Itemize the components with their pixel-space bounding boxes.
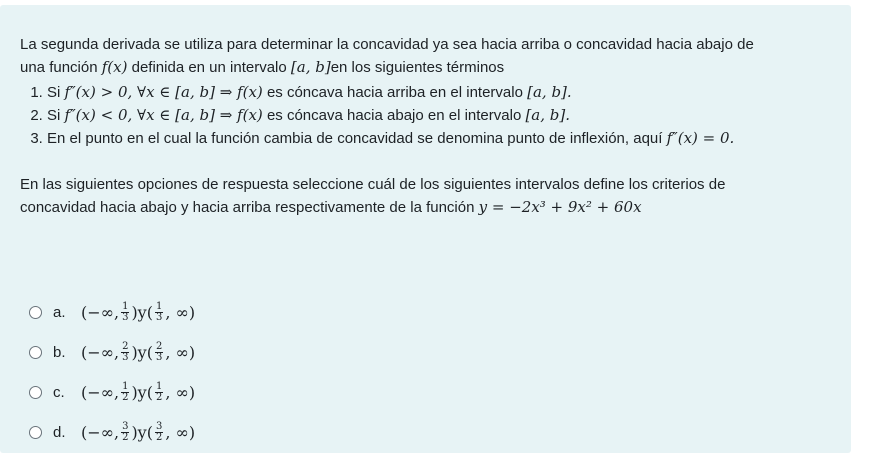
option-b[interactable]: [29, 332, 195, 372]
radio-button-c[interactable]: [29, 386, 42, 399]
denominator: 3: [155, 311, 163, 323]
criterion-interval: [a, b].: [525, 106, 571, 124]
option-expression: [81, 382, 195, 403]
expr-mid: )y(: [131, 422, 153, 442]
question-card: [0, 5, 851, 453]
criterion-condition: f″(x) = 0.: [666, 129, 735, 147]
option-letter: b.: [53, 343, 66, 361]
fraction: [155, 302, 163, 323]
question-line-2: [20, 196, 840, 219]
numerator: 3: [122, 420, 129, 432]
intro-text: una función: [20, 59, 102, 76]
expr-post: , ∞): [165, 422, 196, 442]
question-line-1: En las siguientes opciones de respuesta seleccione cuál de los siguientes intervalos define los criterios de: [20, 176, 726, 193]
numerator: 1: [155, 300, 163, 312]
expr-post: , ∞): [165, 342, 196, 362]
criteria-list: [20, 81, 840, 150]
numerator: 1: [122, 300, 129, 312]
fraction: [121, 422, 129, 443]
criterion-condition: f″(x) < 0, ∀x ∈ [a, b] ⇒ f(x): [64, 106, 263, 124]
numerator: 2: [155, 340, 163, 352]
expr-pre: (−∞,: [81, 302, 120, 322]
option-letter: d.: [53, 423, 66, 441]
expr-mid: )y(: [131, 382, 153, 402]
intro-function: f(x): [101, 58, 128, 76]
denominator: 3: [122, 311, 129, 323]
criterion-item: [47, 81, 840, 104]
intro-interval: [a, b]: [290, 58, 331, 76]
intro-line-1: La segunda derivada se utiliza para determinar la concavidad ya sea hacia arriba o concavidad hacia abajo de: [20, 36, 754, 53]
criterion-prefix: Si: [47, 84, 65, 101]
answer-options: [29, 292, 195, 452]
denominator: 2: [155, 431, 163, 443]
criterion-interval: [a, b].: [527, 83, 572, 101]
numerator: 3: [155, 420, 163, 432]
numerator: 1: [122, 380, 129, 392]
expr-pre: (−∞,: [81, 422, 120, 442]
intro-text-mid: definida en un intervalo: [127, 59, 291, 76]
criterion-condition: f″(x) > 0, ∀x ∈ [a, b] ⇒ f(x): [64, 83, 263, 101]
question-text: [20, 34, 840, 219]
question-prompt: [20, 174, 840, 219]
fraction: [155, 382, 163, 403]
fraction: [121, 302, 129, 323]
fraction: [155, 342, 163, 363]
denominator: 2: [122, 431, 129, 443]
criterion-prefix: Si: [47, 107, 65, 124]
expr-post: , ∞): [165, 382, 196, 402]
denominator: 2: [155, 391, 163, 403]
radio-button-d[interactable]: [29, 426, 42, 439]
criterion-item: [47, 104, 840, 127]
numerator: 2: [122, 340, 129, 352]
expr-pre: (−∞,: [81, 342, 120, 362]
radio-button-b[interactable]: [29, 346, 42, 359]
denominator: 3: [155, 351, 163, 363]
criterion-prefix: En el punto en el cual la función cambia de concavidad se denomina punto de inflexión, aquí: [47, 130, 667, 147]
criterion-text: es cóncava hacia arriba en el intervalo: [262, 84, 528, 101]
radio-button-a[interactable]: [29, 306, 42, 319]
denominator: 2: [122, 391, 129, 403]
intro-line-2: [20, 56, 840, 79]
expr-pre: (−∞,: [81, 382, 120, 402]
numerator: 1: [155, 380, 163, 392]
question-function: y = −2x³ + 9x² + 60x: [478, 198, 642, 216]
option-expression: [81, 422, 195, 443]
option-expression: [81, 342, 195, 363]
fraction: [121, 382, 129, 403]
expr-mid: )y(: [131, 342, 153, 362]
criterion-text: es cóncava hacia abajo en el intervalo: [262, 107, 526, 124]
fraction: [155, 422, 163, 443]
criterion-item: [47, 127, 840, 150]
option-expression: [81, 302, 195, 323]
option-d[interactable]: [29, 412, 195, 452]
option-a[interactable]: [29, 292, 195, 332]
option-letter: c.: [53, 383, 65, 401]
option-letter: a.: [53, 303, 66, 321]
intro-text-post: en los siguientes términos: [330, 59, 505, 76]
option-c[interactable]: [29, 372, 195, 412]
denominator: 3: [122, 351, 129, 363]
question-text-2: concavidad hacia abajo y hacia arriba respectivamente de la función: [20, 199, 479, 216]
expr-post: , ∞): [165, 302, 196, 322]
fraction: [121, 342, 129, 363]
expr-mid: )y(: [131, 302, 153, 322]
